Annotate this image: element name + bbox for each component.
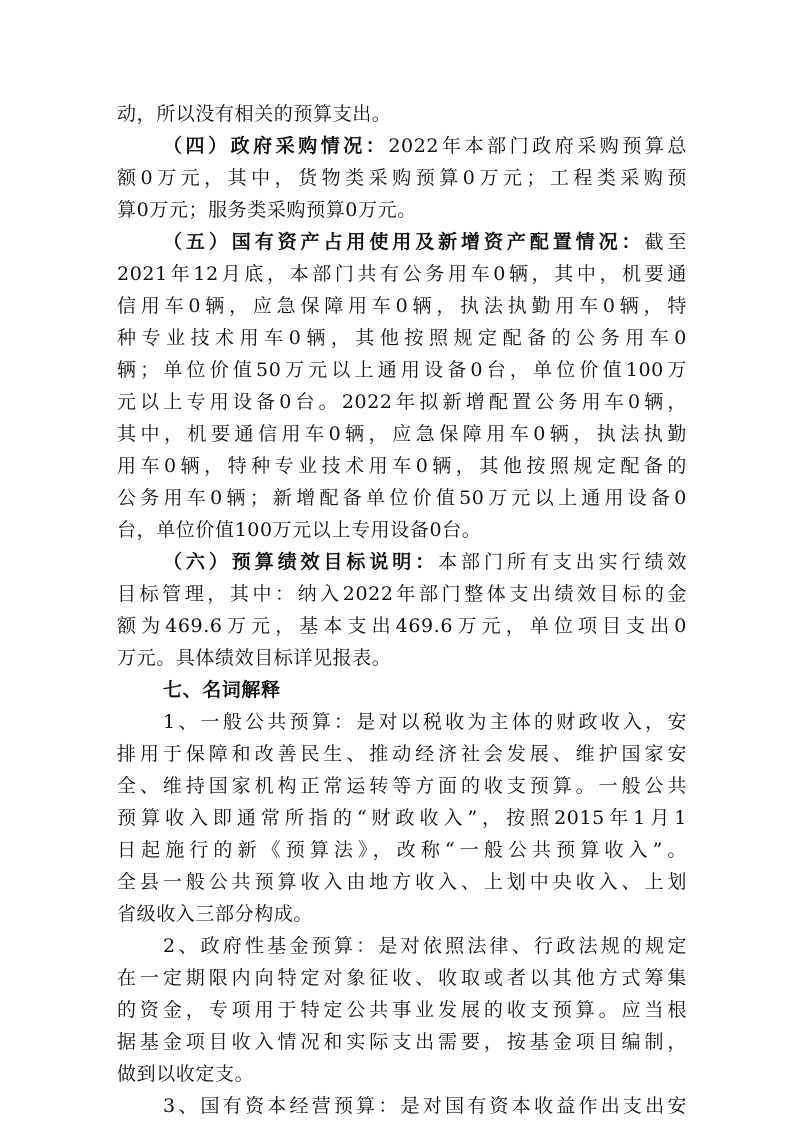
paragraph-line: 排用于保障和改善民生、推动经济社会发展、维护国家安: [117, 743, 687, 765]
paragraph-line: 2021年12月底，本部门共有公务用车0辆，其中，机要通: [117, 263, 687, 285]
paragraph-line: 在一定期限内向特定对象征收、收取或者以其他方式筹集: [117, 967, 687, 989]
paragraph-line: 全县一般公共预算收入由地方收入、上划中央收入、上划: [117, 871, 687, 893]
paragraph-line: 信用车0辆，应急保障用车0辆，执法执勤用车0辆，特: [117, 295, 687, 317]
paragraph-line: 辆；单位价值50万元以上通用设备0台，单位价值100万: [117, 359, 687, 381]
paragraph-line: 全、维持国家机构正常运转等方面的收支预算。一般公共: [117, 775, 687, 797]
paragraph-line: 公务用车0辆；新增配备单位价值50万元以上通用设备0: [117, 487, 687, 509]
paragraph-line: 用车0辆，特种专业技术用车0辆，其他按照规定配备的: [117, 455, 687, 477]
term-three-first-line: 3、国有资本经营预算：是对国有资本收益作出支出安: [163, 1095, 687, 1117]
paragraph-line: 做到以收定支。: [117, 1063, 255, 1085]
paragraph-line: 元以上专用设备0台。2022年拟新增配置公务用车0辆，: [117, 391, 687, 413]
paragraph-line: 预算收入即通常所指的“财政收入”，按照2015年1月1: [117, 807, 687, 829]
paragraph-line: 目标管理，其中：纳入2022年部门整体支出绩效目标的金: [117, 583, 687, 605]
section-five-heading: （五）国有资产占用使用及新增资产配置情况：: [163, 231, 645, 253]
paragraph-line: 台，单位价值100万元以上专用设备0台。: [117, 519, 482, 541]
section-six-heading: （六）预算绩效目标说明：: [163, 551, 439, 573]
section-five-first-line: （五）国有资产占用使用及新增资产配置情况：截至: [163, 231, 687, 253]
paragraph-line: 种专业技术用车0辆，其他按照规定配备的公务用车0: [117, 327, 687, 349]
section-four-heading: （四）政府采购情况：: [163, 135, 389, 157]
paragraph-line: 额0万元，其中，货物类采购预算0万元；工程类采购预: [117, 167, 687, 189]
section-seven-heading: 七、名词解释: [163, 679, 281, 701]
paragraph-line: 据基金项目收入情况和实际支出需要，按基金项目编制，: [117, 1031, 687, 1053]
paragraph-line: 额为469.6万元，基本支出469.6万元，单位项目支出0: [117, 615, 687, 637]
paragraph-line: 日起施行的新《预算法》，改称“一般公共预算收入”。: [117, 839, 687, 861]
paragraph-line: 万元。具体绩效目标详见报表。: [117, 647, 392, 669]
section-four-first-line: （四）政府采购情况：2022年本部门政府采购预算总: [163, 135, 687, 157]
paragraph-line: 算0万元；服务类采购预算0万元。: [117, 199, 417, 221]
paragraph-line: 省级收入三部分构成。: [117, 903, 314, 925]
paragraph-line: 的资金，专项用于特定公共事业发展的收支预算。应当根: [117, 999, 687, 1021]
paragraph-line: 动，所以没有相关的预算支出。: [117, 103, 392, 125]
term-one-first-line: 1、一般公共预算：是对以税收为主体的财政收入，安: [163, 711, 687, 733]
term-two-first-line: 2、政府性基金预算：是对依照法律、行政法规的规定: [163, 935, 687, 957]
paragraph-line: 其中，机要通信用车0辆，应急保障用车0辆，执法执勤: [117, 423, 687, 445]
section-six-first-line: （六）预算绩效目标说明：本部门所有支出实行绩效: [163, 551, 687, 573]
